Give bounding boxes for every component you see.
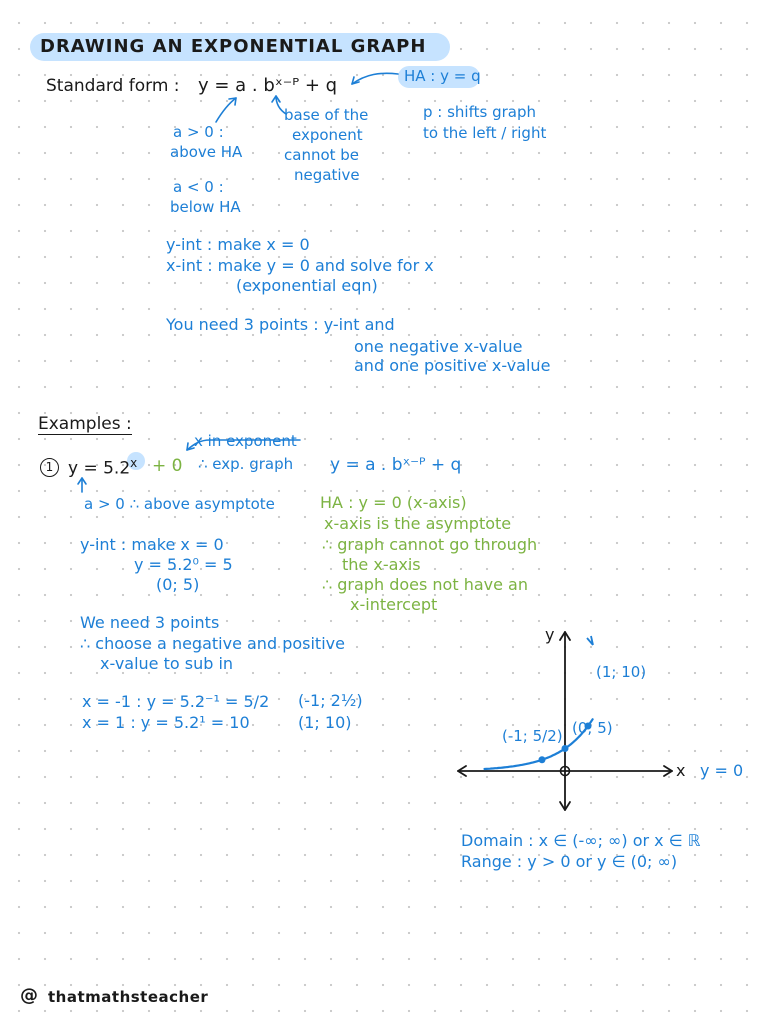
footer-handle: thatmathsteacher	[48, 988, 209, 1006]
asymptote-line-2: ∴ graph cannot go through	[322, 535, 538, 554]
exp-graph-note: ∴ exp. graph	[198, 455, 294, 473]
need-points-3: x-value to sub in	[100, 654, 234, 673]
y-axis-label: y	[545, 625, 555, 644]
asymptote-label: y = 0	[700, 761, 744, 780]
p-note-2: to the left / right	[423, 124, 547, 142]
examples-heading-text: Examples :	[38, 414, 132, 434]
calc-1: x = -1 : y = 5.2⁻¹ = 5/2	[82, 692, 270, 711]
point-label-neg1: (-1; 5/2)	[502, 727, 563, 745]
point-label-1: (1; 10)	[596, 663, 647, 681]
a-pos-2: above HA	[170, 143, 243, 161]
need-points-1: We need 3 points	[80, 613, 220, 632]
page-title: DRAWING AN EXPONENTIAL GRAPH	[40, 36, 427, 57]
range-text: Range : y > 0 or y ∈ (0; ∞)	[461, 852, 678, 871]
points-line-2: one negative x-value	[354, 337, 523, 356]
graph-point-0	[539, 756, 546, 763]
a-example-note: a > 0 ∴ above asymptote	[84, 495, 275, 513]
points-line-3: and one positive x-value	[354, 356, 551, 375]
y-int-note: y-int : make x = 0	[166, 235, 310, 254]
at-icon: @	[20, 985, 38, 1006]
base-note-4: negative	[294, 166, 360, 184]
domain-text: Domain : x ∈ (-∞; ∞) or x ∈ ℝ	[461, 831, 701, 850]
graph-point-1	[562, 745, 569, 752]
ha-tag: HA : y = q	[404, 67, 481, 85]
example-equation-exponent: x	[130, 456, 138, 470]
curve-arrow	[587, 636, 593, 645]
calc-2: x = 1 : y = 5.2¹ = 10	[82, 713, 250, 732]
point-label-0: (0; 5)	[572, 719, 613, 737]
x-int-sub: (exponential eqn)	[236, 276, 378, 295]
a-pos-1: a > 0 :	[173, 123, 224, 141]
base-note-3: cannot be	[284, 146, 360, 164]
p-note-1: p : shifts graph	[423, 103, 536, 121]
x-int-note: x-int : make y = 0 and solve for x	[166, 256, 434, 275]
calc-2-point: (1; 10)	[298, 713, 352, 732]
example-equation-main: y = 5.2	[68, 458, 131, 479]
example-yint-3: (0; 5)	[156, 575, 200, 594]
calc-1-point: (-1; 2½)	[298, 691, 363, 710]
a-neg-1: a < 0 :	[173, 178, 224, 196]
x-in-exponent-note: x in exponent	[194, 432, 297, 450]
asymptote-line-1: x-axis is the asymptote	[324, 514, 512, 533]
base-note-2: exponent	[292, 126, 363, 144]
example-plus-zero: + 0	[152, 456, 183, 476]
standard-form-equation: y = a . bˣ⁻ᴾ + q	[198, 75, 338, 96]
points-line-1: You need 3 points : y-int and	[166, 315, 395, 334]
asymptote-line-4: ∴ graph does not have an	[322, 575, 528, 594]
general-form: y = a . bˣ⁻ᴾ + q	[330, 455, 462, 475]
x-axis-label: x	[676, 761, 686, 780]
example-yint-1: y-int : make x = 0	[80, 535, 224, 554]
need-points-2: ∴ choose a negative and positive	[80, 634, 345, 653]
ha-example-note: HA : y = 0 (x-axis)	[320, 493, 467, 512]
standard-form-label: Standard form :	[46, 76, 180, 96]
asymptote-line-3: the x-axis	[342, 555, 421, 574]
example-number-circle: 1	[40, 458, 59, 477]
example-yint-2: y = 5.2⁰ = 5	[134, 555, 233, 574]
a-neg-2: below HA	[170, 198, 241, 216]
asymptote-line-5: x-intercept	[350, 595, 438, 614]
base-note-1: base of the	[284, 106, 369, 124]
